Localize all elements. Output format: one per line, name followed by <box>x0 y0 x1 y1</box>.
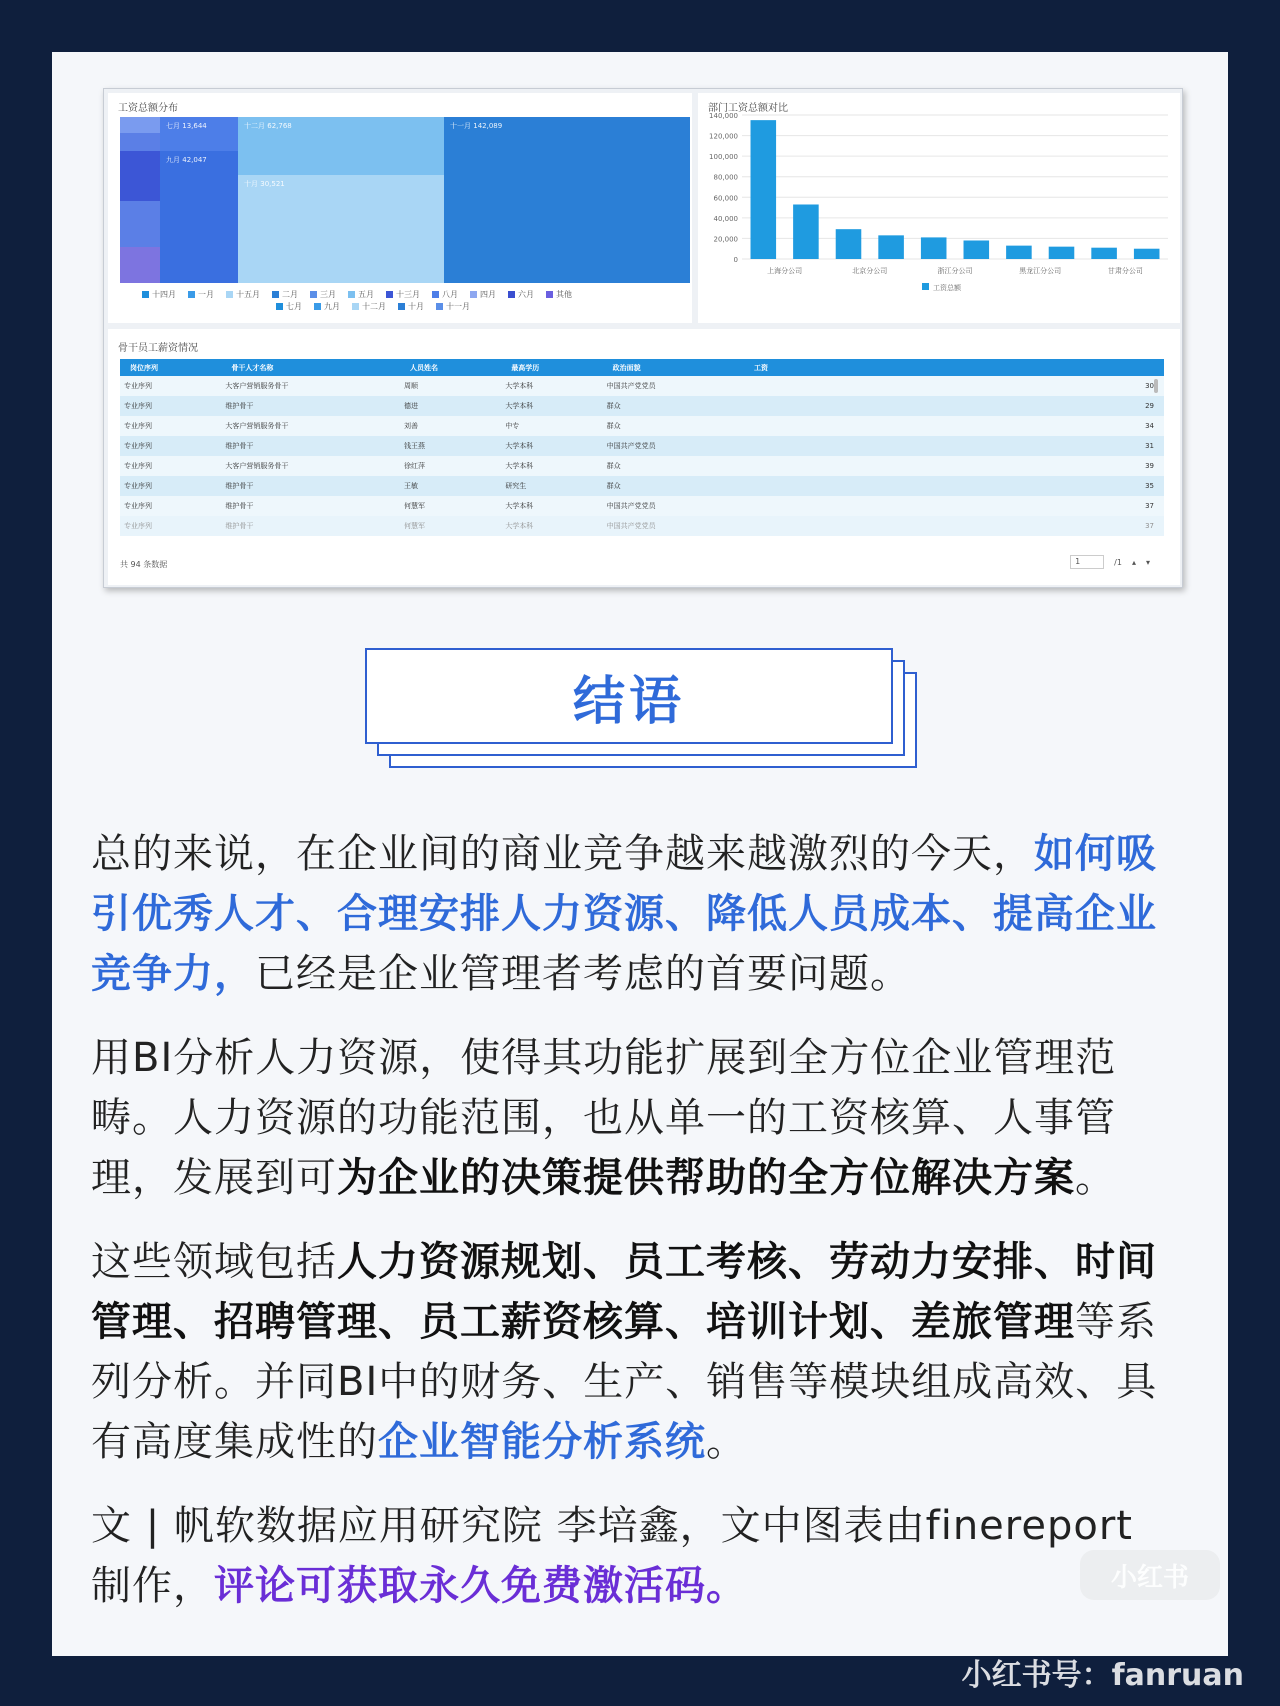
legend-swatch <box>272 291 279 298</box>
table-panel <box>108 329 1180 585</box>
table-cell: 专业序列 <box>120 456 221 476</box>
table-cell: 大客户营销服务骨干 <box>221 456 400 476</box>
text-run: 。 <box>1075 1155 1116 1201</box>
paragraph-credits <box>91 1496 1173 1616</box>
text-run: 用BI分析人力资源，使得其功能扩展到全方位企业管理范畴。人力资源的功能范围，也从单一的工资核算、人事管理，发展到可 <box>91 1035 1117 1201</box>
y-tick-label: 40,000 <box>713 214 738 223</box>
legend-label: 十五月 <box>236 290 260 299</box>
table-cell: 群众 <box>603 416 744 436</box>
legend-label: 五月 <box>358 290 374 299</box>
table-cell: 专业序列 <box>120 436 221 456</box>
y-tick-label: 100,000 <box>709 153 738 162</box>
bar[interactable] <box>793 204 819 259</box>
table-cell: 37 <box>744 496 1164 516</box>
table-cell: 29 <box>744 396 1164 416</box>
table-cell: 大学本科 <box>501 516 602 536</box>
table-row[interactable] <box>120 376 1164 396</box>
table-cell: 专业序列 <box>120 496 221 516</box>
page-input[interactable]: 1 <box>1070 555 1104 569</box>
table-row[interactable] <box>120 516 1164 536</box>
table-cell: 维护骨干 <box>221 516 400 536</box>
table-cell: 维护骨干 <box>221 396 400 416</box>
table-cell: 刘善 <box>400 416 501 436</box>
treemap-tile-jul: 七月 13,644 <box>160 117 238 151</box>
treemap-title: 工资总额分布 <box>118 103 178 114</box>
legend-item[interactable] <box>398 301 424 312</box>
legend-item[interactable] <box>310 289 336 300</box>
treemap-panel <box>108 93 692 323</box>
legend-swatch <box>188 291 195 298</box>
legend-label: 七月 <box>286 302 302 311</box>
legend-item[interactable] <box>386 289 420 300</box>
table-cell: 维护骨干 <box>221 436 400 456</box>
table-row[interactable] <box>120 496 1164 516</box>
treemap-tile-dec: 十二月 62,768 <box>238 117 444 175</box>
table-cell: 大学本科 <box>501 456 602 476</box>
y-tick-label: 20,000 <box>713 235 738 244</box>
xiaohongshu-logo-watermark: 小红书 <box>1080 1550 1220 1600</box>
table-cell: 30 <box>744 376 1164 396</box>
table-cell: 37 <box>744 516 1164 536</box>
table-cell: 维护骨干 <box>221 476 400 496</box>
treemap-chart <box>120 117 690 283</box>
legend-item[interactable] <box>546 289 572 300</box>
legend-item[interactable] <box>348 289 374 300</box>
bar-panel <box>698 93 1180 323</box>
table-scrollbar[interactable] <box>1154 379 1158 393</box>
legend-swatch <box>470 291 477 298</box>
table-cell: 钱王燕 <box>400 436 501 456</box>
y-tick-label: 120,000 <box>709 132 738 141</box>
legend-label: 其他 <box>556 290 572 299</box>
legend-swatch <box>432 291 439 298</box>
table-cell: 专业序列 <box>120 376 221 396</box>
legend-label: 十三月 <box>396 290 420 299</box>
legend-label: 九月 <box>324 302 340 311</box>
x-tick-label: 黑龙江分公司 <box>1019 267 1062 275</box>
table-cell: 研究生 <box>501 476 602 496</box>
legend-swatch <box>314 303 321 310</box>
table-record-count: 共 94 条数据 <box>120 560 168 569</box>
column-header[interactable]: 岗位序列 <box>120 359 221 376</box>
table-cell: 专业序列 <box>120 416 221 436</box>
column-header[interactable]: 人员姓名 <box>400 359 501 376</box>
text-run: 为企业的决策提供帮助的全方位解决方案 <box>337 1155 1075 1201</box>
y-tick-label: 0 <box>733 256 738 264</box>
table-cell: 大学本科 <box>501 376 602 396</box>
table-cell: 王敏 <box>400 476 501 496</box>
table-title: 骨干员工薪资情况 <box>118 343 198 354</box>
legend-label: 二月 <box>282 290 298 299</box>
text-run: 如何吸引优秀人才、合理安排人力资源、降低人员成本、提高企业竞争力， <box>91 831 1157 997</box>
table-pagination <box>1070 555 1150 569</box>
table-cell: 大学本科 <box>501 436 602 456</box>
legend-swatch <box>226 291 233 298</box>
table-cell: 专业序列 <box>120 476 221 496</box>
table-cell: 34 <box>744 416 1164 436</box>
table-cell: 大学本科 <box>501 396 602 416</box>
table-cell: 徐红萍 <box>400 456 501 476</box>
legend-label: 十月 <box>408 302 424 311</box>
section-heading: 结语 <box>572 671 685 732</box>
bar-chart <box>698 93 1180 323</box>
column-header[interactable]: 最高学历 <box>501 359 602 376</box>
x-tick-label: 甘肃分公司 <box>1107 267 1143 275</box>
legend-swatch <box>386 291 393 298</box>
account-watermark: 小红书号：fanruan <box>961 1658 1244 1693</box>
table-row[interactable] <box>120 436 1164 456</box>
table-row[interactable] <box>120 396 1164 416</box>
page-down-icon[interactable]: ▾ <box>1145 557 1150 567</box>
treemap-tile-small <box>120 117 160 133</box>
salary-table <box>120 359 1164 536</box>
table-cell: 专业序列 <box>120 396 221 416</box>
paragraph-conclusion-2 <box>91 1028 1173 1208</box>
x-tick-label: 浙江分公司 <box>937 267 973 275</box>
legend-item[interactable] <box>188 289 214 300</box>
table-cell: 31 <box>744 436 1164 456</box>
paragraph-conclusion-1 <box>91 824 1173 1004</box>
legend-label: 十二月 <box>362 302 386 311</box>
table-cell: 维护骨干 <box>221 496 400 516</box>
legend-swatch <box>276 303 283 310</box>
text-run: 企业智能分析系统 <box>378 1419 706 1465</box>
table-cell: 39 <box>744 456 1164 476</box>
legend-label: 工资总额 <box>933 284 961 292</box>
table-cell: 大客户营销服务骨干 <box>221 416 400 436</box>
table-cell: 大学本科 <box>501 496 602 516</box>
legend-item[interactable] <box>508 289 534 300</box>
legend-swatch <box>348 291 355 298</box>
x-tick-label: 上海分公司 <box>767 267 803 275</box>
x-tick-label: 北京分公司 <box>852 267 888 275</box>
treemap-tile-nov: 十一月 142,089 <box>444 117 690 283</box>
treemap-tile-small <box>120 151 160 201</box>
table-row[interactable] <box>120 476 1164 496</box>
text-run: 评论可获取永久免费激活码。 <box>214 1563 747 1609</box>
table-cell: 中国共产党党员 <box>603 516 744 536</box>
table-cell: 何慧军 <box>400 516 501 536</box>
table-cell: 群众 <box>603 456 744 476</box>
treemap-tile-sep: 九月 42,047 <box>160 151 238 283</box>
table-cell: 中国共产党党员 <box>603 436 744 456</box>
legend-item[interactable] <box>272 289 298 300</box>
paragraph-conclusion-3 <box>91 1232 1173 1472</box>
text-run: 等系列分析。并同BI中的财务、生产、销售等模块组成高效、具有高度集成性的 <box>91 1299 1158 1465</box>
table-cell: 何慧军 <box>400 496 501 516</box>
text-run: 文 | 帆软数据应用研究院 李培鑫，文中图表由finereport制作， <box>91 1503 1133 1609</box>
treemap-legend-row1 <box>142 289 662 300</box>
text-run: 这些领域包括 <box>91 1239 337 1285</box>
column-header[interactable]: 工资 <box>744 359 1164 376</box>
bar[interactable] <box>1134 249 1160 259</box>
bar[interactable] <box>1049 247 1075 259</box>
bar-title: 部门工资总额对比 <box>708 103 788 114</box>
legend-item[interactable] <box>276 301 302 312</box>
table-cell: 德进 <box>400 396 501 416</box>
text-run: 已经是企业管理者考虑的首要问题。 <box>255 951 911 997</box>
legend-swatch <box>352 303 359 310</box>
bar[interactable] <box>751 120 777 259</box>
legend-swatch <box>436 303 443 310</box>
bar[interactable] <box>1006 246 1032 259</box>
legend-label: 八月 <box>442 290 458 299</box>
dashboard-screenshot <box>103 88 1183 588</box>
bar[interactable] <box>921 237 947 259</box>
bar[interactable] <box>878 235 904 259</box>
table-row[interactable] <box>120 456 1164 476</box>
table-cell: 中专 <box>501 416 602 436</box>
legend-swatch <box>310 291 317 298</box>
legend-label: 三月 <box>320 290 336 299</box>
table-cell: 大客户营销服务骨干 <box>221 376 400 396</box>
text-run: 总的来说，在企业间的商业竞争越来越激烈的今天， <box>91 831 1034 877</box>
heading-frame <box>365 648 893 744</box>
table-cell: 35 <box>744 476 1164 496</box>
y-tick-label: 60,000 <box>713 194 738 203</box>
section-heading-box <box>365 648 917 768</box>
legend-swatch <box>398 303 405 310</box>
legend-item[interactable] <box>470 289 496 300</box>
text-run: 人力资源规划、员工考核、劳动力安排、时间管理、招聘管理、员工薪资核算、培训计划、差旅管理 <box>91 1239 1157 1345</box>
table-row[interactable] <box>120 416 1164 436</box>
legend-swatch <box>922 283 929 290</box>
legend-item[interactable] <box>142 289 176 300</box>
table-cell: 群众 <box>603 476 744 496</box>
table-cell: 中国共产党党员 <box>603 496 744 516</box>
legend-swatch <box>508 291 515 298</box>
legend-label: 六月 <box>518 290 534 299</box>
legend-item[interactable] <box>226 289 260 300</box>
legend-item[interactable] <box>352 301 386 312</box>
page-total: /1 <box>1114 557 1122 567</box>
table-cell: 周顺 <box>400 376 501 396</box>
legend-swatch <box>546 291 553 298</box>
bar[interactable] <box>836 229 862 259</box>
legend-item[interactable] <box>436 301 470 312</box>
legend-label: 四月 <box>480 290 496 299</box>
table-cell: 专业序列 <box>120 516 221 536</box>
legend-label: 十四月 <box>152 290 176 299</box>
table-cell: 群众 <box>603 396 744 416</box>
treemap-tile-small <box>120 247 160 283</box>
legend-item[interactable] <box>432 289 458 300</box>
treemap-tile-oct: 十月 30,521 <box>238 175 444 283</box>
column-header[interactable]: 骨干人才名称 <box>221 359 400 376</box>
legend-label: 十一月 <box>446 302 470 311</box>
table-cell: 中国共产党党员 <box>603 376 744 396</box>
y-tick-label: 80,000 <box>713 173 738 182</box>
legend-swatch <box>142 291 149 298</box>
y-tick-label: 140,000 <box>709 112 738 120</box>
text-run: 。 <box>706 1419 747 1465</box>
bar[interactable] <box>964 240 990 259</box>
page-up-icon[interactable]: ▴ <box>1131 557 1136 567</box>
legend-label: 一月 <box>198 290 214 299</box>
bar[interactable] <box>1091 248 1117 259</box>
legend-item[interactable] <box>314 301 340 312</box>
column-header[interactable]: 政治面貌 <box>603 359 744 376</box>
